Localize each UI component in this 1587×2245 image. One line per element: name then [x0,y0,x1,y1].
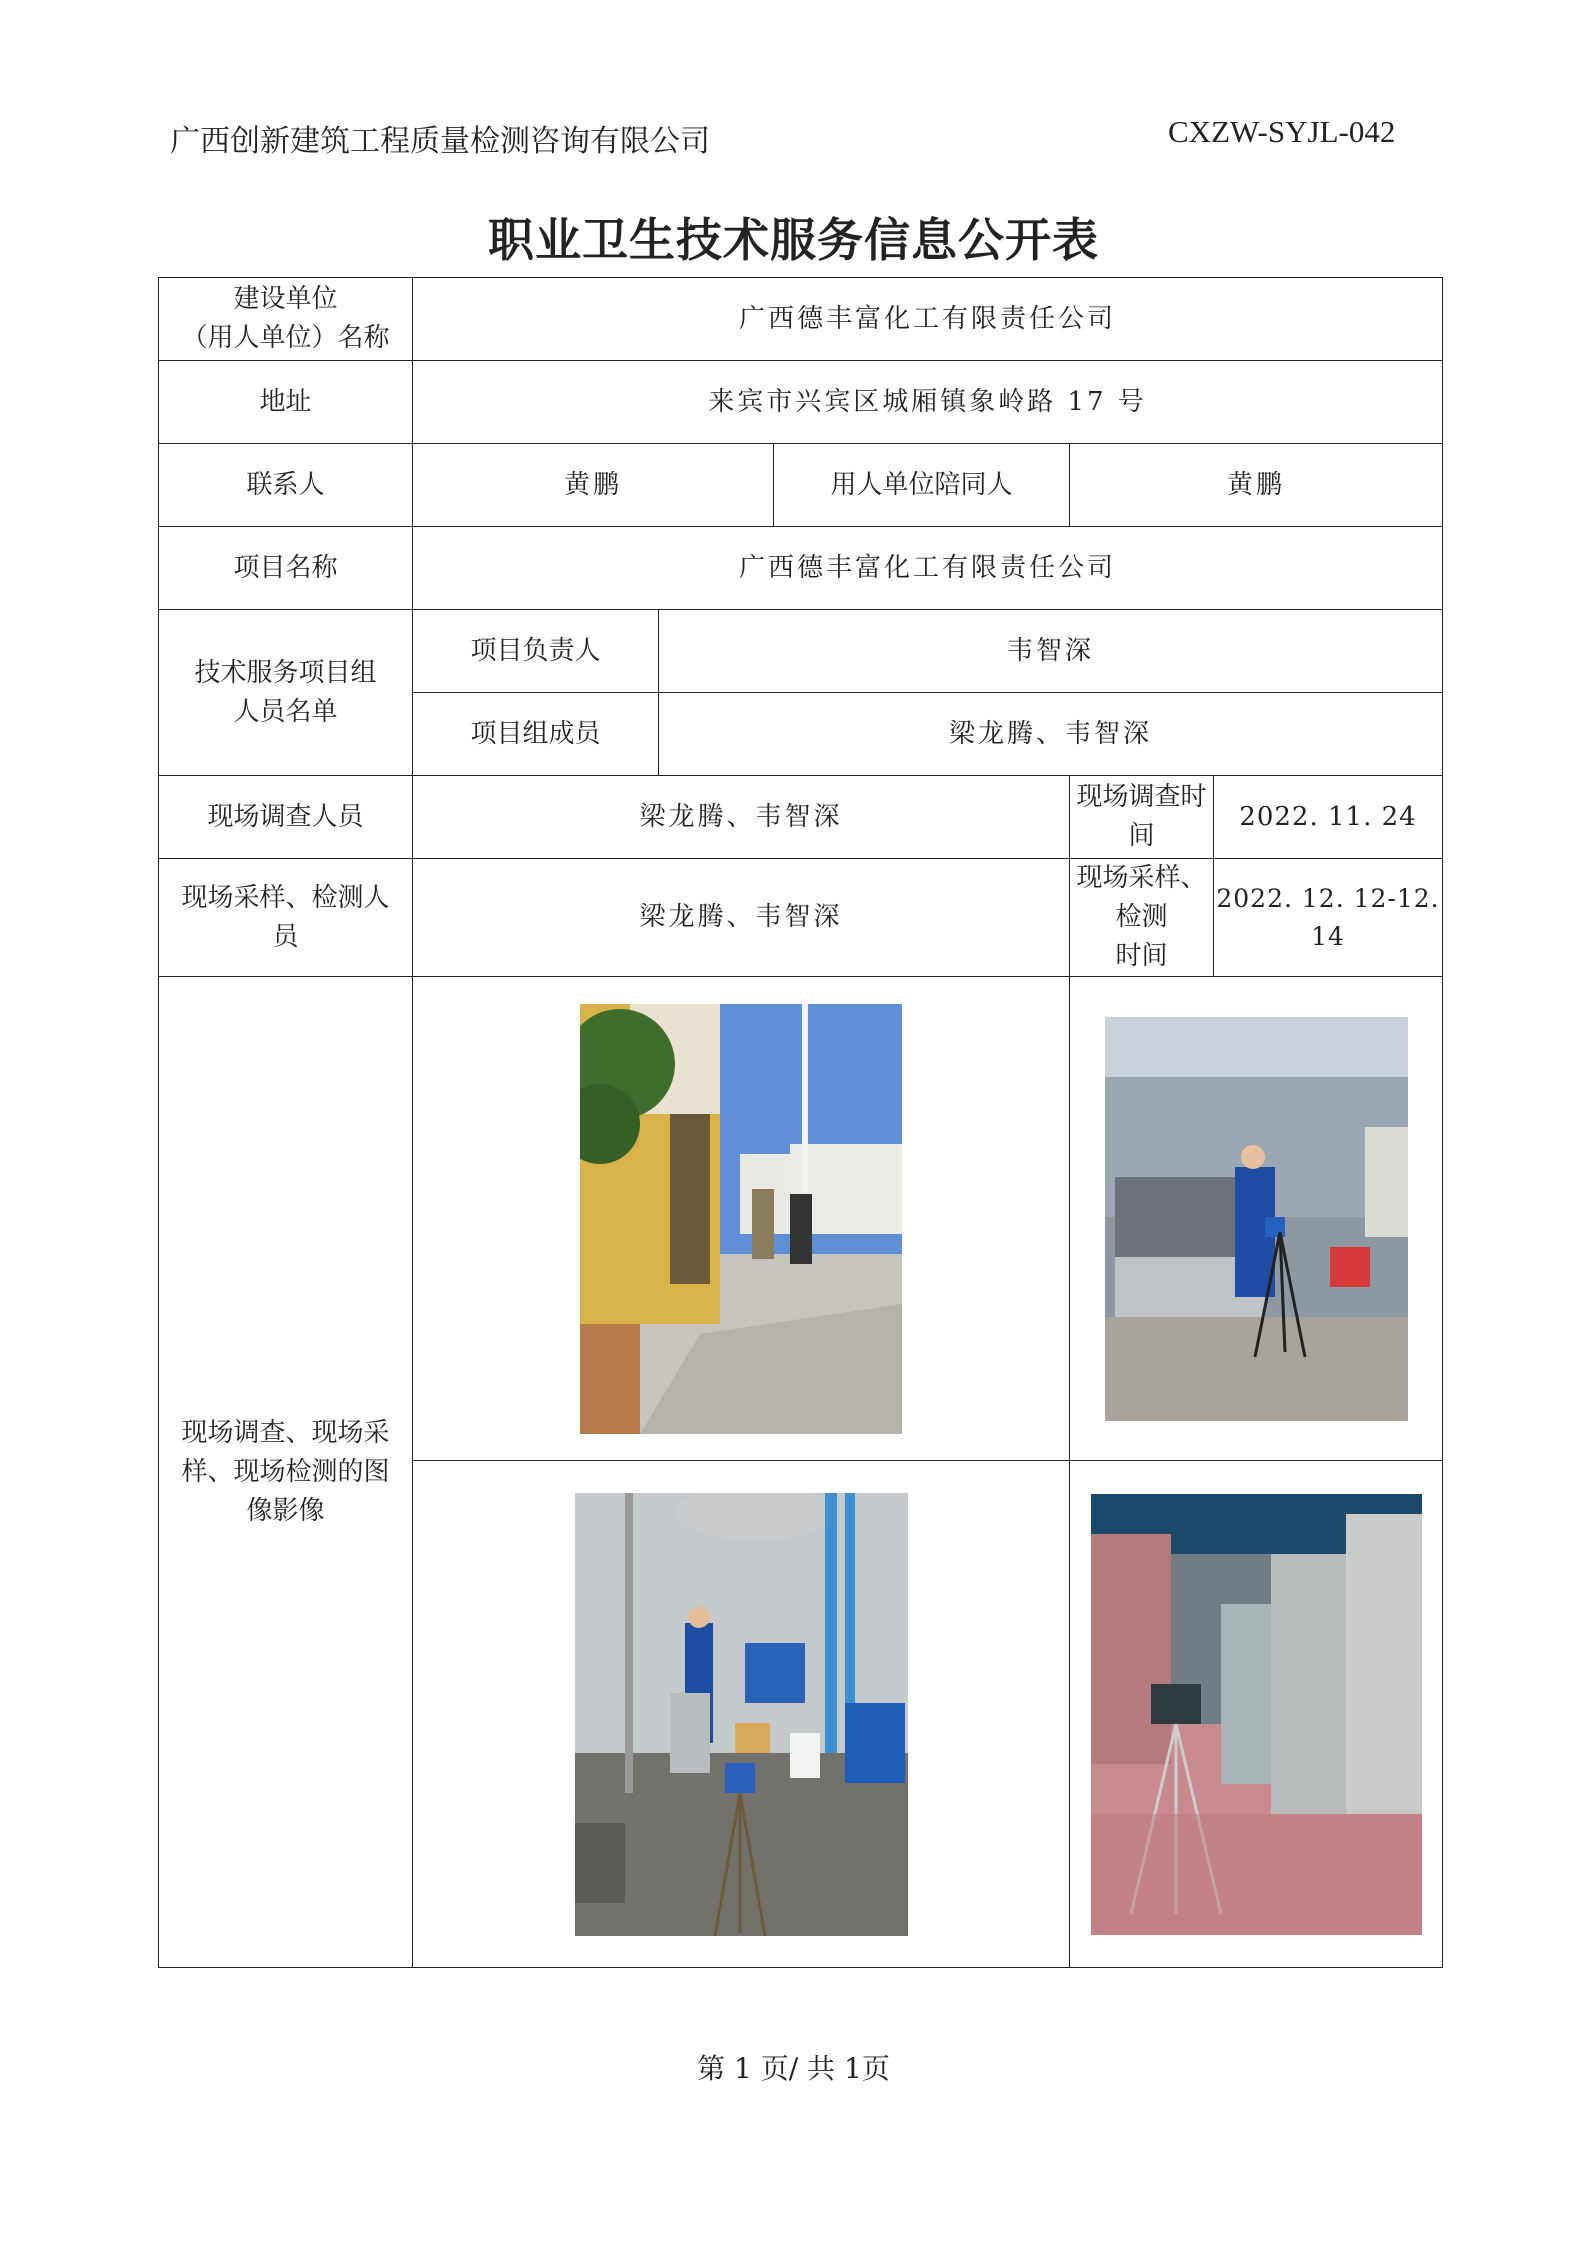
sampling-staff-label: 现场采样、检测人 员 [159,859,413,977]
document-code: CXZW-SYJL-042 [1168,114,1396,149]
survey-time-label: 现场调查时间 [1070,776,1214,859]
contact-value: 黄鹏 [413,444,774,527]
project-name-label: 项目名称 [159,527,413,610]
table-row [159,444,1443,527]
project-name-value: 广西德丰富化工有限责任公司 [413,527,1443,610]
photo-cell-1 [413,977,1070,1461]
contact-label: 联系人 [159,444,413,527]
sampling-time-label: 现场采样、检测 时间 [1070,859,1214,977]
escort-label: 用人单位陪同人 [774,444,1070,527]
unit-name-label: 建设单位 （用人单位）名称 [159,278,413,361]
survey-staff-value: 梁龙腾、韦智深 [413,776,1070,859]
survey-time-value: 2022. 11. 24 [1214,776,1443,859]
table-row [159,610,1443,693]
unit-name-value: 广西德丰富化工有限责任公司 [413,278,1443,361]
photo-cell-2 [1070,977,1443,1461]
table-row [159,527,1443,610]
pump-room-detection-photo [575,1493,908,1936]
photo-cell-4 [1070,1461,1443,1968]
company-name: 广西创新建筑工程质量检测咨询有限公司 [170,124,710,159]
images-label: 现场调查、现场采 样、现场检测的图 像影像 [159,977,413,1968]
members-value: 梁龙腾、韦智深 [659,693,1443,776]
table-row [159,776,1443,859]
leader-label: 项目负责人 [413,610,659,693]
sampling-staff-value: 梁龙腾、韦智深 [413,859,1070,977]
address-value: 来宾市兴宾区城厢镇象岭路 17 号 [413,361,1443,444]
table-row [159,278,1443,361]
site-survey-photo [580,1004,902,1434]
table-row [159,361,1443,444]
sampling-time-value: 2022. 12. 12-12. 14 [1214,859,1443,977]
page-title: 职业卫生技术服务信息公开表 [488,213,1099,267]
photo-cell-3 [413,1461,1070,1968]
workshop-detection-photo [1105,1017,1408,1421]
info-table [158,277,1443,1968]
table-row [159,859,1443,977]
table-row [159,977,1443,1461]
page-number: 第 1 页/ 共 1页 [697,2052,890,2085]
equipment-area-detection-photo [1091,1494,1422,1935]
escort-value: 黄鹏 [1070,444,1443,527]
leader-value: 韦智深 [659,610,1443,693]
survey-staff-label: 现场调查人员 [159,776,413,859]
members-label: 项目组成员 [413,693,659,776]
address-label: 地址 [159,361,413,444]
team-label: 技术服务项目组 人员名单 [159,610,413,776]
